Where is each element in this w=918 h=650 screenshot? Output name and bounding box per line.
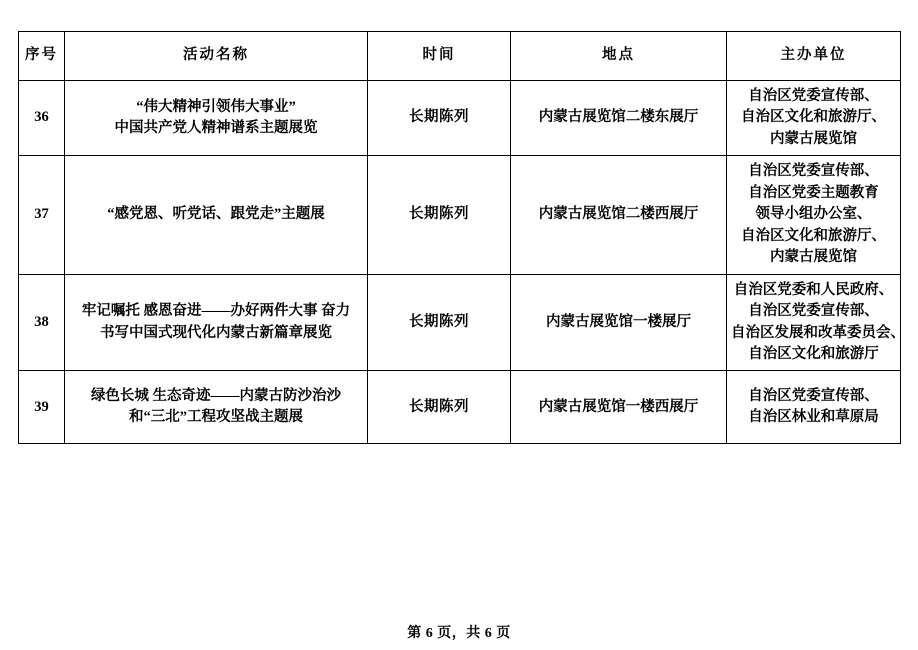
- column-header-time: 时间: [368, 32, 511, 81]
- table-row: [19, 371, 901, 444]
- organizer-line: 自治区林业和草原局: [748, 409, 879, 426]
- row-activity-name: [65, 81, 368, 156]
- row-time: 长期陈列: [368, 371, 511, 444]
- activity-name-line: 绿色长城 生态奇迹——内蒙古防沙治沙: [90, 387, 342, 404]
- activity-name-line: 和“三北”工程攻坚战主题展: [129, 409, 303, 426]
- row-place: [511, 81, 727, 156]
- organizer-line: 领导小组办公室、: [755, 206, 872, 223]
- table-row: [19, 81, 901, 156]
- row-number: 39: [19, 371, 65, 444]
- row-number: 38: [19, 274, 65, 371]
- table-row: [19, 274, 901, 371]
- organizer-line: 自治区发展和改革委员会、: [731, 324, 905, 341]
- row-activity-name: [65, 274, 368, 371]
- page-footer: 第 6 页，共 6 页: [407, 626, 511, 641]
- activity-name-line: 书写中国式现代化内蒙古新篇章展览: [100, 324, 332, 341]
- activities-table-container: [18, 31, 905, 444]
- table-header-row: [19, 32, 901, 81]
- place-line: 内蒙古展览馆二楼西展厅: [538, 206, 699, 223]
- row-number: 37: [19, 156, 65, 274]
- organizer-line: 自治区党委和人民政府、: [733, 281, 894, 298]
- column-header-org: 主办单位: [727, 32, 901, 81]
- organizer-line: 自治区党委宣传部、: [748, 88, 879, 104]
- column-header-no: 序号: [19, 32, 65, 81]
- row-organizer: [727, 371, 901, 444]
- organizer-line: 自治区党委主题教育: [748, 184, 879, 201]
- row-organizer: [727, 156, 901, 274]
- organizer-line: 自治区文化和旅游厅: [748, 345, 879, 362]
- organizer-line: 内蒙古展览馆: [770, 249, 857, 266]
- row-place: [511, 274, 727, 371]
- place-line: 内蒙古展览馆一楼展厅: [546, 313, 691, 330]
- place-line: 内蒙古展览馆一楼西展厅: [538, 398, 699, 415]
- row-organizer: [727, 274, 905, 371]
- row-place: [511, 371, 727, 444]
- activity-name-line: “伟大精神引领伟大事业”: [136, 98, 296, 115]
- organizer-line: 自治区党委宣传部、: [748, 163, 879, 180]
- row-place: [511, 156, 727, 274]
- activity-name-line: 牢记嘱托 感恩奋进——办好两件大事 奋力: [81, 303, 351, 320]
- table-header: [19, 32, 901, 81]
- row-number: 36: [19, 81, 65, 156]
- organizer-line: 自治区文化和旅游厅、: [741, 227, 886, 244]
- row-time: 长期陈列: [368, 81, 511, 156]
- table-row: [19, 156, 901, 274]
- row-activity-name: [65, 371, 368, 444]
- activity-name-line: 中国共产党人精神谱系主题展览: [114, 120, 318, 137]
- row-organizer: [727, 81, 901, 156]
- row-time: 长期陈列: [368, 156, 511, 274]
- column-header-place: 地点: [511, 32, 727, 81]
- activities-table: [18, 31, 905, 444]
- row-activity-name: [65, 156, 368, 274]
- organizer-line: 内蒙古展览馆: [770, 130, 857, 147]
- organizer-line: 自治区文化和旅游厅、: [741, 109, 886, 126]
- column-header-name: 活动名称: [65, 32, 368, 81]
- organizer-line: 自治区党委宣传部、: [748, 303, 879, 320]
- table-body: [19, 81, 905, 444]
- organizer-line: 自治区党委宣传部、: [748, 387, 879, 404]
- place-line: 内蒙古展览馆二楼东展厅: [538, 109, 699, 126]
- row-time: 长期陈列: [368, 274, 511, 371]
- activity-name-line: “感党恩、听党话、跟党走”主题展: [107, 206, 325, 223]
